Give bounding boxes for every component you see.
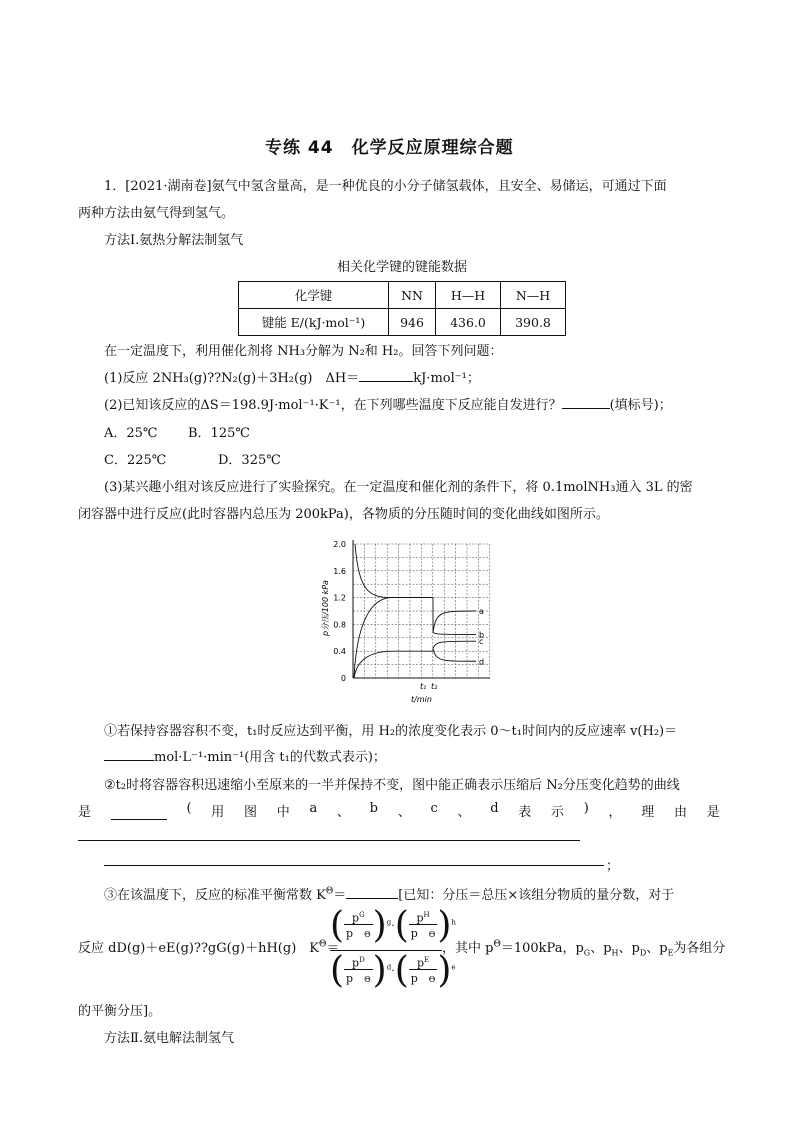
sub-3-text: ③在该温度下，反应的标准平衡常数 K: [104, 888, 326, 903]
exp-d: d: [386, 963, 392, 972]
sub-2-word: 是: [78, 805, 92, 820]
method-2-heading: 方法Ⅱ.氨电解法制氢气: [104, 1031, 234, 1046]
curve-label-d: d: [479, 657, 485, 667]
sub-2-word: 图: [243, 805, 257, 820]
page-title: 专练 44 化学反应原理综合题: [265, 138, 514, 158]
sub-2-word: 是: [706, 805, 720, 820]
sub-2-word: 、: [397, 805, 411, 820]
curve-label-b: b: [479, 630, 485, 640]
sub-3-line-1: [104, 884, 674, 903]
exp-e: e: [451, 963, 456, 972]
sub-1-unit: mol·L⁻¹·min⁻¹(用含 t₁的代数式表示)；: [154, 750, 386, 765]
e-superscript: E: [424, 955, 430, 964]
sub-2-line-2: [78, 801, 720, 820]
d-superscript: D: [359, 955, 365, 964]
sub-4-text: 为各组分: [673, 941, 726, 956]
p-symbol: p: [346, 927, 354, 941]
paren-left: (: [330, 950, 345, 991]
theta-symbol: Θ: [493, 939, 501, 950]
table-cell: 946: [389, 309, 436, 336]
x-axis-label: t/min: [411, 695, 432, 704]
p-symbol: p: [416, 956, 424, 970]
answer-line[interactable]: [78, 840, 580, 841]
answer-blank[interactable]: [562, 408, 610, 409]
x-tick-t2: t₂: [431, 682, 438, 691]
sub-2-word: 示: [550, 805, 564, 820]
answer-blank[interactable]: [104, 760, 154, 761]
curve-c: [433, 641, 476, 648]
p-symbol: p: [416, 911, 424, 925]
table-cell: 键能 E/(kJ·mol⁻¹): [239, 309, 389, 336]
paren-right: ): [437, 905, 452, 946]
y-axis-label: p分压/100 kPa: [321, 580, 330, 636]
paren-right: ): [372, 905, 387, 946]
sub-2-word: 表: [518, 805, 532, 820]
curve-label-c: c: [479, 637, 484, 647]
sub-4-text: 、p: [590, 941, 612, 956]
option-d: D．325℃: [218, 453, 281, 468]
q1-line-1: 1．[2021·湖南卷]氨气中氢含量高，是一种优良的小分子储氢载体，且安全、易储运，可通过下面: [104, 179, 667, 194]
y-tick-label: 2.0: [333, 540, 346, 549]
p-symbol: p: [346, 972, 354, 986]
h-superscript: H: [423, 910, 430, 919]
sub-4-text-right: [442, 937, 725, 958]
sub-2-word: c: [430, 801, 438, 816]
theta-symbol: Θ: [428, 930, 436, 940]
sub-2-word: ): [583, 801, 589, 816]
answer-line[interactable]: [104, 852, 604, 866]
y-tick-labels: [333, 540, 346, 683]
y-tick-label: 0.8: [333, 620, 346, 630]
y-tick-label: 0.4: [333, 647, 346, 657]
table-cell: N—H: [501, 282, 566, 309]
sub-2-word: 、: [457, 805, 471, 820]
sub-g: G: [583, 948, 591, 958]
sub-4-text: ，其中 p: [442, 941, 494, 956]
sub-2-word: ，: [608, 805, 622, 820]
y-tick-label: 0: [340, 674, 346, 683]
paren-left: (: [394, 950, 409, 991]
sub-1-line-1: ①若保持容器容积不变，t₁时反应达到平衡，用 H₂的浓度变化表示 0～t₁时间内的反应速率 v(H₂)＝: [104, 724, 678, 739]
paren-left: (: [330, 905, 345, 946]
table-header-row: [239, 282, 566, 309]
pd-fraction: [344, 956, 373, 987]
option-a: A．25℃: [104, 426, 158, 441]
part-3-line-2: 闭容器中进行反应(此时容器内总压为 200kPa)，各物质的分压随时间的变化曲线如图所示。: [78, 507, 609, 522]
dot: ·: [391, 919, 395, 932]
table-caption: 相关化学键的键能数据: [337, 260, 468, 275]
curve-a: [433, 611, 476, 632]
sub-2-word: 中: [276, 805, 290, 820]
sub-2-line-1: ②t₂时将容器容积迅速缩小至原来的一半并保持不变，图中能正确表示压缩后 N₂分压变化趋势的曲线: [104, 778, 680, 793]
part-3-line-1: (3)某兴趣小组对该反应进行了实验探究。在一定温度和催化剂的条件下，将 0.1molNH₃通入 3L 的密: [104, 480, 693, 495]
answer-blank[interactable]: [359, 381, 413, 382]
table-cell: NN: [389, 282, 436, 309]
table-cell: 化学键: [239, 282, 389, 309]
sub-d: D: [639, 948, 647, 958]
part-2-text: (2)已知该反应的ΔS＝198.9J·mol⁻¹·K⁻¹，在下列哪些温度下反应能自发进行？: [104, 398, 562, 413]
p-symbol: p: [410, 927, 418, 941]
sub-4-text: ＝100kPa，p: [500, 941, 584, 956]
theta-symbol: Θ: [364, 930, 371, 940]
sub-2-end: ；: [606, 859, 620, 874]
equals-sign: ＝: [333, 888, 347, 903]
part-1-text: (1)反应 2NH₃(g)??N₂(g)＋3H₂(g) ΔH＝: [104, 371, 360, 386]
sub-4-reaction: 反应 dD(g)＋eE(g)??gG(g)＋hH(g) K: [78, 941, 319, 956]
pe-fraction: [409, 956, 438, 987]
dot: ·: [391, 964, 395, 977]
kp-formula: [330, 905, 456, 995]
table-cell: H—H: [436, 282, 501, 309]
y-tick-label: 1.6: [333, 566, 346, 576]
sub-2-word: a: [309, 801, 318, 816]
part-2: [104, 394, 672, 413]
sub-2-word: 由: [673, 805, 687, 820]
method-1-heading: 方法Ⅰ.氨热分解法制氢气: [104, 233, 244, 248]
kp-denominator: [330, 950, 456, 995]
paren-right: ): [372, 950, 387, 991]
y-tick-label: 1.2: [333, 593, 346, 603]
bond-energy-table: [238, 281, 566, 336]
sub-h: H: [611, 948, 619, 958]
theta-symbol: Θ: [364, 975, 371, 985]
sub-2-word: (: [186, 801, 192, 816]
sub-2-word: d: [490, 801, 499, 816]
sub-e: E: [667, 948, 674, 958]
curve-b: [433, 632, 476, 634]
equals-sign: ＝: [326, 941, 340, 956]
exp-h: h: [451, 918, 456, 927]
sub-3-note: [已知：分压＝总压×该组分物质的量分数，对于: [398, 888, 675, 903]
table-cell: 390.8: [501, 309, 566, 336]
intro-line: 在一定温度下，利用催化剂将 NH₃分解为 N₂和 H₂。回答下列问题：: [104, 344, 503, 359]
table-cell: 436.0: [436, 309, 501, 336]
sub-1-line-2: [104, 746, 386, 765]
sub-4-text: 、p: [646, 941, 668, 956]
curve-d: [433, 649, 476, 662]
sub-4-text-left: [78, 937, 339, 956]
sub-2-word: b: [369, 801, 378, 816]
option-b: B．125℃: [188, 426, 250, 441]
answer-blank[interactable]: [346, 898, 398, 899]
kp-numerator: [330, 905, 456, 951]
p-symbol: p: [410, 972, 418, 986]
theta-symbol: Θ: [428, 975, 436, 985]
g-superscript: G: [359, 910, 365, 919]
part-2-note: (填标号)；: [609, 398, 672, 413]
answer-blank[interactable]: [111, 801, 167, 820]
table-row: [239, 309, 566, 336]
theta-symbol: Θ: [319, 939, 327, 950]
p-symbol: p: [352, 956, 360, 970]
q1-line-2: 两种方法由氨气得到氢气。: [78, 206, 235, 221]
ph-fraction: [409, 911, 438, 942]
paren-left: (: [394, 905, 409, 946]
curve-label-a: a: [479, 607, 484, 616]
pg-fraction: [344, 911, 373, 942]
paren-right: ): [437, 950, 452, 991]
sub-2-word: 用: [211, 805, 225, 820]
sub-2-word: 、: [336, 805, 350, 820]
partial-pressure-chart: [308, 532, 508, 710]
exp-g: g: [386, 918, 392, 927]
x-tick-t1: t₁: [420, 682, 427, 691]
curve-labels: [479, 607, 484, 666]
option-c: C．225℃: [104, 453, 167, 468]
theta-symbol: Θ: [325, 886, 334, 897]
part-1: [104, 367, 480, 386]
part-1-unit: kJ·mol⁻¹；: [413, 371, 480, 386]
sub-2-word: 理: [641, 805, 655, 820]
sub-4-text: 、p: [618, 941, 640, 956]
sub-5-line: 的平衡分压]。: [78, 1004, 162, 1019]
p-symbol: p: [352, 911, 360, 925]
